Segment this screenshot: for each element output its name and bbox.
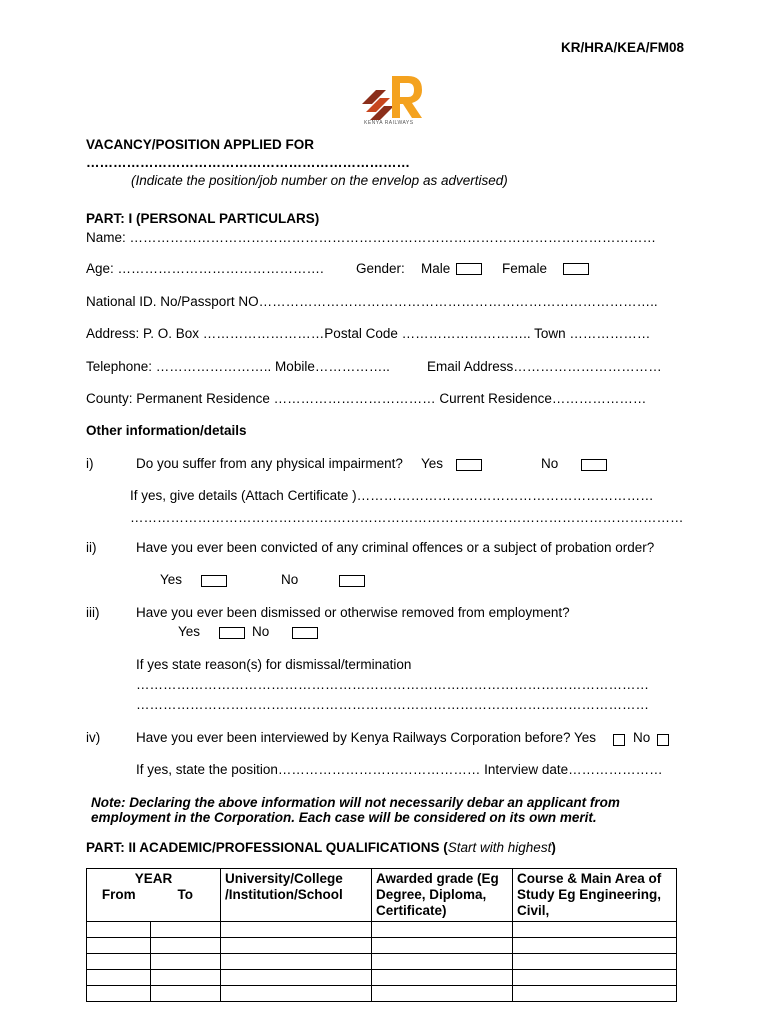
q4-no-label: No	[633, 730, 651, 745]
part1-title: PART: I (PERSONAL PARTICULARS)	[86, 211, 320, 226]
table-cell[interactable]	[513, 938, 677, 954]
q2-number: ii)	[86, 540, 97, 555]
q2-text: Have you ever been convicted of any criminal offences or a subject of probation order?	[136, 540, 655, 555]
q4-number: iv)	[86, 730, 101, 745]
male-label: Male	[421, 261, 451, 276]
q4-no-checkbox[interactable]	[657, 734, 669, 746]
q4-yes-checkbox[interactable]	[613, 734, 625, 746]
from-label: From	[101, 887, 136, 902]
year-header	[87, 869, 221, 922]
q1-text: Do you suffer from any physical impairment?	[136, 456, 403, 471]
table-cell[interactable]	[221, 938, 372, 954]
part2-title	[86, 840, 556, 855]
table-row	[87, 970, 677, 986]
table-row	[87, 986, 677, 1002]
q1-yes-label: Yes	[421, 456, 444, 471]
note-line-2: employment in the Corporation. Each case will be considered on its own merit.	[91, 810, 597, 825]
logo-text: KENYA RAILWAYS	[364, 120, 414, 126]
part2-title-italic: Start with highest	[447, 840, 552, 855]
q3-reason-label: If yes state reason(s) for dismissal/termination	[136, 657, 412, 672]
table-cell[interactable]	[151, 986, 221, 1002]
q1-no-checkbox[interactable]	[581, 459, 607, 471]
table-cell[interactable]	[372, 954, 513, 970]
table-cell[interactable]	[87, 922, 151, 938]
vacancy-dots[interactable]: ………………………………………………………………	[86, 155, 410, 170]
q3-yes-label: Yes	[178, 624, 201, 639]
q1-details-dots[interactable]: ……………………………………………………………………………………………………………	[130, 510, 684, 525]
table-cell[interactable]	[221, 954, 372, 970]
age-field[interactable]: Age: ……………………………………….	[86, 261, 324, 276]
to-label: To	[177, 887, 193, 902]
name-field[interactable]: Name: ………………………………………………………………………………………………………	[86, 230, 657, 245]
table-row	[87, 938, 677, 954]
table-cell[interactable]	[87, 970, 151, 986]
q2-no-checkbox[interactable]	[339, 575, 365, 587]
q3-no-checkbox[interactable]	[292, 627, 318, 639]
table-cell[interactable]	[151, 938, 221, 954]
table-cell[interactable]	[151, 970, 221, 986]
address-field[interactable]: Address: P. O. Box ………………………Postal Code ……………………….. Town ………………	[86, 326, 651, 341]
table-cell[interactable]	[151, 954, 221, 970]
email-field[interactable]: Email Address……………………………	[427, 359, 662, 374]
q1-no-label: No	[541, 456, 559, 471]
other-info-title: Other information/details	[86, 423, 247, 438]
table-cell[interactable]	[87, 938, 151, 954]
q1-yes-checkbox[interactable]	[456, 459, 482, 471]
q3-reason-dots-2[interactable]: ……………………………………………………………………………………………………	[136, 697, 649, 712]
table-cell[interactable]	[221, 922, 372, 938]
table-cell[interactable]	[513, 970, 677, 986]
table-cell[interactable]	[87, 986, 151, 1002]
table-cell[interactable]	[513, 986, 677, 1002]
q2-yes-label: Yes	[160, 572, 183, 587]
q2-yes-checkbox[interactable]	[201, 575, 227, 587]
female-checkbox[interactable]	[563, 263, 589, 275]
course-header: Course & Main Area of Study Eg Engineering, Civil,	[513, 869, 677, 922]
year-label: YEAR	[134, 871, 173, 886]
q2-no-label: No	[281, 572, 299, 587]
vacancy-title: VACANCY/POSITION APPLIED FOR	[86, 137, 315, 152]
table-cell[interactable]	[151, 922, 221, 938]
vacancy-note: (Indicate the position/job number on the envelop as advertised)	[131, 173, 508, 188]
county-field[interactable]: County: Permanent Residence ……………………………… Current Residence…………………	[86, 391, 647, 406]
qualifications-table	[86, 868, 677, 1002]
q3-text: Have you ever been dismissed or otherwise removed from employment?	[136, 605, 570, 620]
part2-title-end: )	[551, 840, 556, 855]
table-cell[interactable]	[513, 922, 677, 938]
male-checkbox[interactable]	[456, 263, 482, 275]
table-cell[interactable]	[372, 970, 513, 986]
table-header-row	[87, 869, 677, 922]
table-row	[87, 954, 677, 970]
q3-reason-dots-1[interactable]: ……………………………………………………………………………………………………	[136, 677, 649, 692]
university-header: University/College /Institution/School	[221, 869, 372, 922]
table-cell[interactable]	[87, 954, 151, 970]
q3-no-label: No	[252, 624, 270, 639]
part2-title-bold: PART: II ACADEMIC/PROFESSIONAL QUALIFICATIONS (	[86, 840, 448, 855]
telephone-field[interactable]: Telephone: …………………….. Mobile……………..	[86, 359, 390, 374]
q4-position-field[interactable]: If yes, state the position……………………………………… Interview date…………………	[136, 762, 663, 777]
q3-yes-checkbox[interactable]	[219, 627, 245, 639]
table-cell[interactable]	[221, 970, 372, 986]
table-cell[interactable]	[372, 938, 513, 954]
kenya-railways-logo	[358, 70, 430, 130]
q1-details-field[interactable]: If yes, give details (Attach Certificate )…………………………………………………………	[130, 488, 654, 503]
table-row	[87, 922, 677, 938]
gender-label: Gender:	[356, 261, 405, 276]
q1-number: i)	[86, 456, 94, 471]
table-cell[interactable]	[221, 986, 372, 1002]
national-id-field[interactable]: National ID. No/Passport NO……………………………………………………………………………..	[86, 294, 658, 309]
female-label: Female	[502, 261, 548, 276]
form-code: KR/HRA/KEA/FM08	[560, 40, 684, 55]
q3-number: iii)	[86, 605, 100, 620]
table-cell[interactable]	[372, 986, 513, 1002]
table-cell[interactable]	[513, 954, 677, 970]
table-cell[interactable]	[372, 922, 513, 938]
grade-header: Awarded grade (Eg Degree, Diploma, Certificate)	[372, 869, 513, 922]
q4-text: Have you ever been interviewed by Kenya Railways Corporation before? Yes	[136, 730, 597, 745]
note-line-1: Note: Declaring the above information will not necessarily debar an applicant from	[91, 795, 620, 810]
